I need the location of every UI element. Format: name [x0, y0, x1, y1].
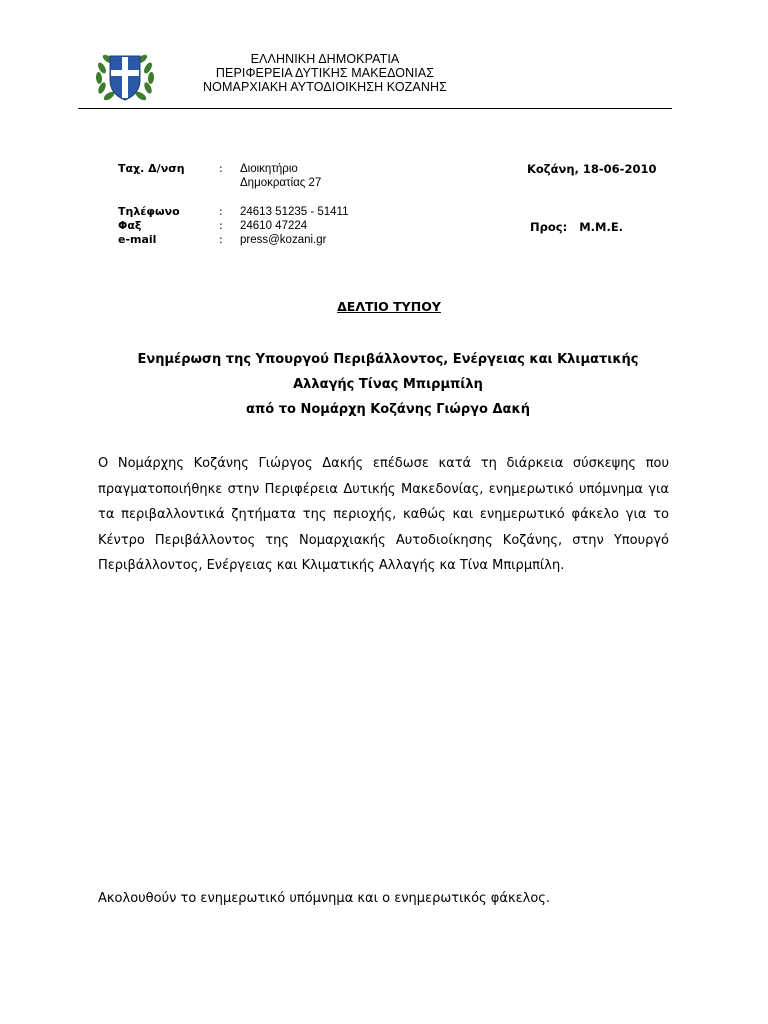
fax-colon: :	[219, 219, 223, 232]
email-label: e-mail	[118, 233, 157, 246]
fax-value: 24610 47224	[240, 220, 308, 232]
address-label: Ταχ. Δ/νση	[118, 162, 185, 175]
header-line-1: ΕΛΛΗΝΙΚΗ ΔΗΜΟΚΡΑΤΙΑ	[250, 52, 400, 66]
phone-value: 24613 51235 - 51411	[240, 206, 349, 218]
email-value: press@kozani.gr	[240, 234, 327, 246]
recipient-value: Μ.Μ.Ε.	[579, 220, 624, 234]
phone-label: Τηλέφωνο	[118, 205, 180, 218]
address-colon: :	[219, 162, 223, 175]
email-colon: :	[219, 233, 223, 246]
phone-colon: :	[219, 205, 223, 218]
recipient-label: Προς:	[530, 220, 568, 234]
recipient	[530, 220, 623, 234]
fax-label: Φαξ	[118, 219, 142, 232]
header-line-2: ΠΕΡΙΦΕΡΕΙΑ ΔΥΤΙΚΗΣ ΜΑΚΕΔΟΝΙΑΣ	[215, 66, 435, 80]
closing-sentence: Ακολουθούν το ενημερωτικό υπόμνημα και ο ενημερωτικός φάκελος.	[98, 891, 551, 906]
greek-coat-of-arms-icon	[94, 48, 156, 104]
address-line-1: Διοικητήριο	[240, 163, 298, 175]
document-date: Κοζάνη, 18-06-2010	[527, 162, 657, 176]
document-title: ΔΕΛΤΙΟ ΤΥΠΟΥ	[337, 299, 441, 314]
subject-line-1: Ενημέρωση της Υπουργού Περιβάλλοντος, Ενέργειας και Κλιματικής	[137, 352, 639, 367]
header-line-3: ΝΟΜΑΡΧΙΑΚΗ ΑΥΤΟΔΙΟΙΚΗΣΗ ΚΟΖΑΝΗΣ	[203, 80, 447, 94]
subject-line-3: από το Νομάρχη Κοζάνης Γιώργο Δακή	[246, 402, 530, 417]
header-divider	[78, 108, 672, 109]
subject	[98, 347, 678, 422]
letterhead	[180, 52, 470, 94]
address-line-2: Δημοκρατίας 27	[240, 177, 322, 189]
subject-line-2: Αλλαγής Τίνας Μπιρμπίλη	[293, 377, 483, 392]
body-paragraph: Ο Νομάρχης Κοζάνης Γιώργος Δακής επέδωσε κατά τη διάρκεια σύσκεψης που πραγματοποιήθηκε στην Περιφέρεια Δυτικής Μακεδονίας, ενημερωτικό υπόμνημα για τα περιβαλλοντικά ζητήματα της περιοχής, καθώς και ενημερωτικό φάκελο για το Κέντρο Περιβάλλοντος της Νομαρχιακής Αυτοδιοίκησης Κοζάνης, στην Υπουργό Περιβάλλοντος, Ενέργειας και Κλιματικής Αλλαγής κα Τίνα Μπιρμπίλη.	[98, 456, 669, 573]
